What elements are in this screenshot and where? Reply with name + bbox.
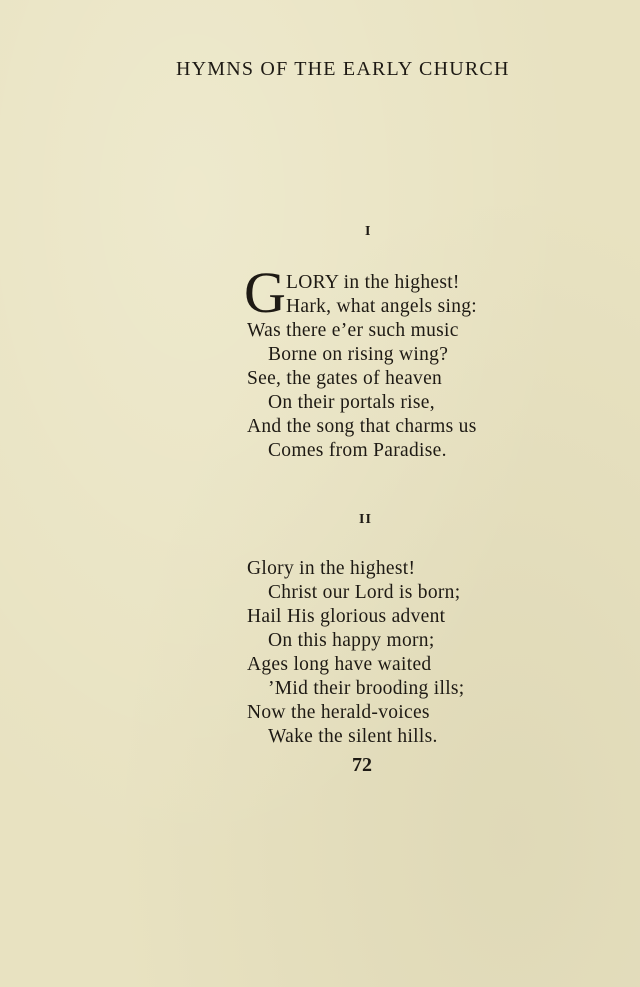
verse-line: Hark, what angels sing: xyxy=(286,296,478,317)
verse-line: Ages long have waited xyxy=(247,654,432,675)
verse-line: LORY in the highest! xyxy=(286,272,460,293)
verse-line: On their portals rise, xyxy=(268,392,435,413)
verse-line: Glory in the highest! xyxy=(247,558,416,579)
running-head: HYMNS OF THE EARLY CHURCH xyxy=(176,58,510,80)
verse-line: See, the gates of heaven xyxy=(247,368,443,389)
verse-line: Christ our Lord is born; xyxy=(268,582,461,603)
page-number: 72 xyxy=(352,754,372,776)
verse-line: Hail His glorious advent xyxy=(247,606,446,627)
drop-cap: G xyxy=(244,260,286,325)
verse-line: Was there e’er such music xyxy=(247,320,459,341)
stanza-number: II xyxy=(359,512,372,527)
verse-line: On this happy morn; xyxy=(268,630,435,651)
verse-line: Comes from Paradise. xyxy=(268,440,447,461)
verse-line: ’Mid their brooding ills; xyxy=(268,678,465,699)
stanza-number: I xyxy=(365,224,372,239)
verse-line: Now the herald-voices xyxy=(247,702,430,723)
verse-line: Wake the silent hills. xyxy=(268,726,438,747)
verse-line: And the song that charms us xyxy=(247,416,477,437)
verse-line: Borne on rising wing? xyxy=(268,344,449,365)
